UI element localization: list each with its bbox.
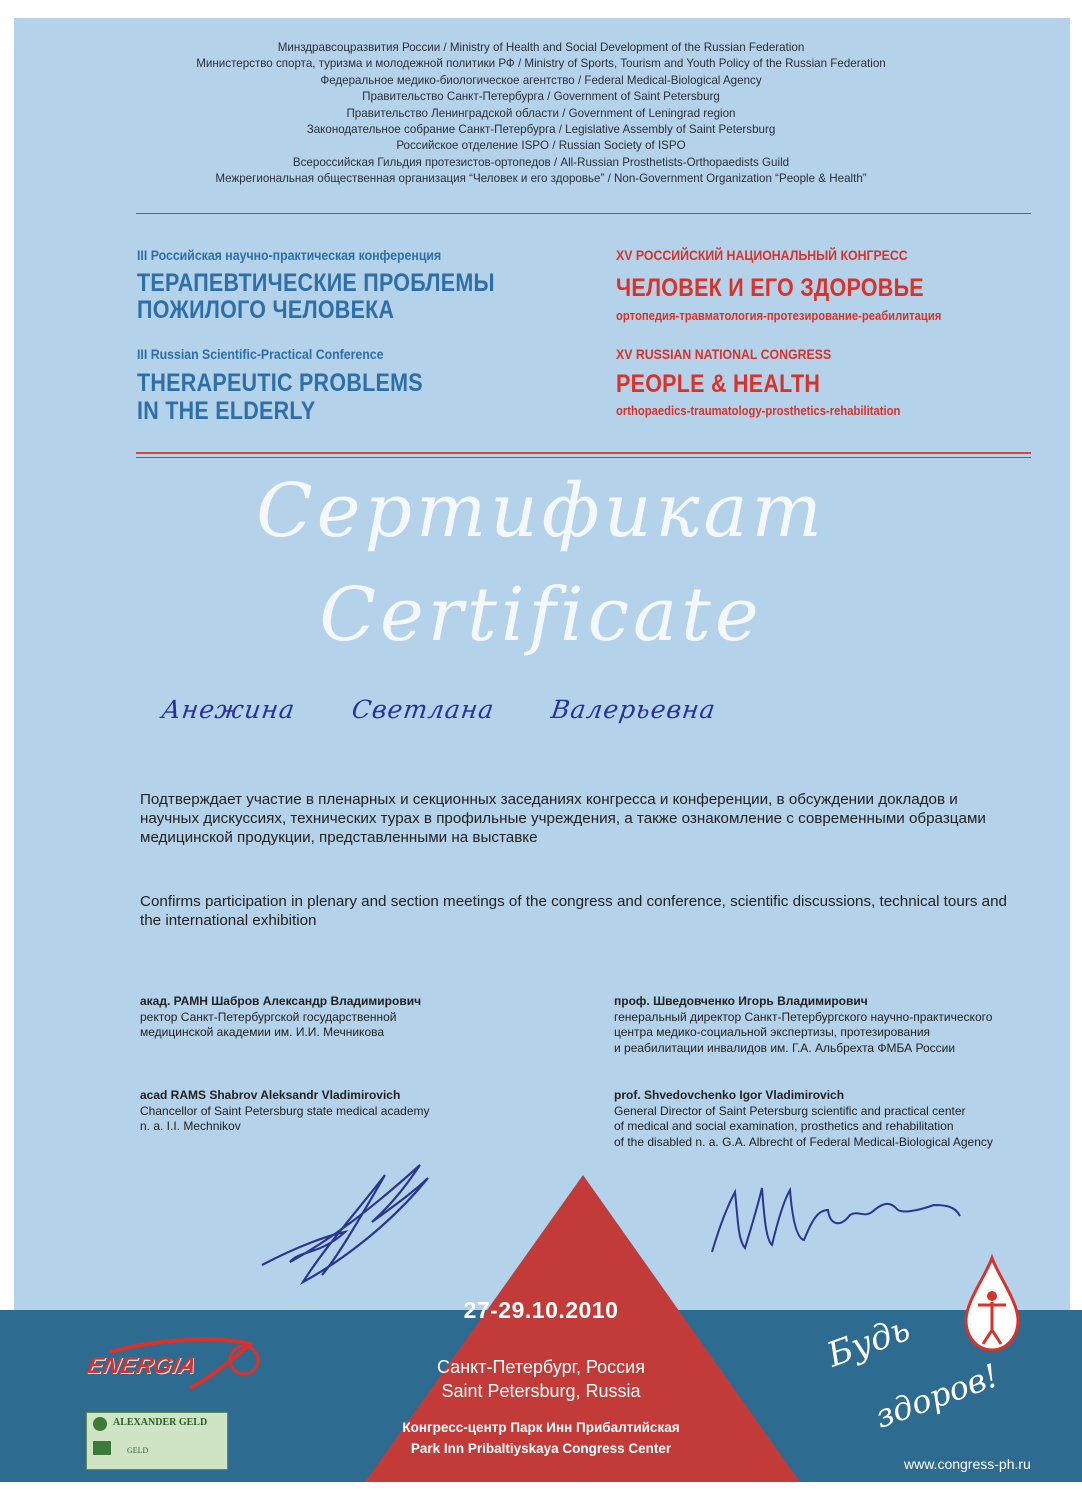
recipient-name: Анежина Светлана Валерьевна [159, 695, 718, 724]
geld-small: GELD [127, 1446, 149, 1455]
slogan-line-1: Будь [822, 1309, 916, 1376]
confirmation-en: Confirms participation in plenary and section meetings of the congress and conference, scientific discussions, technical tours and the international exhibition [140, 893, 1007, 929]
org-line: Министерство спорта, туризма и молодежной политики РФ / Ministry of Sports, Tourism and Youth Policy of the Russian Federation [196, 57, 886, 71]
signatory-name: проф. Шведовченко Игорь Владимирович [614, 994, 868, 1008]
signatory-title-line: медицинской академии им. И.И. Мечникова [140, 1025, 385, 1039]
red-triangle [365, 1175, 800, 1482]
org-line: Правительство Санкт-Петербурга / Government of Saint Petersburg [362, 90, 720, 104]
signatory-title-line: центра медико-социальной экспертизы, протезирования [614, 1025, 931, 1039]
conference-left-en-subtitle: III Russian Scientific-Practical Conference [137, 346, 384, 362]
conference-left-ru-title-2: ПОЖИЛОГО ЧЕЛОВЕКА [137, 296, 395, 324]
signatory-title-line: и реабилитации инвалидов им. Г.А. Альбрехта ФМБА России [614, 1040, 956, 1055]
geld-badge-icon [93, 1441, 111, 1455]
event-city-ru: Санкт-Петербург, Россия [436, 1357, 645, 1377]
event-venue-ru: Конгресс-центр Парк Инн Прибалтийская [402, 1420, 680, 1435]
certificate-title-en: Certificate [319, 572, 763, 658]
signatory-title-line: генеральный директор Санкт-Петербургского научно-практического [614, 1009, 993, 1024]
event-city-en: Saint Petersburg, Russia [441, 1381, 641, 1401]
conference-left-ru-subtitle: III Российская научно-практическая конференция [137, 247, 442, 263]
org-line: Российское отделение ISPO / Russian Society of ISPO [396, 139, 686, 153]
congress-ru-tagline: ортопедия-травматология-протезирование-реабилитация [616, 309, 942, 323]
signatory-title-line: Chancellor of Saint Petersburg state medical academy [140, 1103, 430, 1118]
slogan-line-2: здоров! [870, 1356, 1004, 1436]
signature-right [712, 1188, 960, 1252]
certificate-title-ru: Сертификат [256, 468, 826, 554]
signatory-name: акад. РАМН Шабров Александр Владимирович [140, 994, 422, 1008]
org-line: Минздравсоцразвития России / Ministry of Health and Social Development of the Russian Federation [277, 41, 805, 54]
org-line: Федеральное медико-биологическое агентство / Federal Medical-Biological Agency [320, 73, 762, 87]
org-line: Правительство Ленинградской области / Government of Leningrad region [346, 106, 736, 120]
signatory-title-line: ректор Санкт-Петербургской государственной [140, 1009, 397, 1024]
org-line: Всероссийская Гильдия протезистов-ортопедов / All-Russian Prosthetists-Orthopaedists Guild [292, 155, 790, 169]
energia-wordmark: ENERGIA [85, 1352, 200, 1378]
website-link[interactable]: www.congress-ph.ru [904, 1456, 1031, 1472]
geld-emblem-icon [93, 1417, 107, 1431]
conference-left-en-title-2: IN THE ELDERLY [137, 397, 316, 425]
congress-ru-subtitle: XV РОССИЙСКИЙ НАЦИОНАЛЬНЫЙ КОНГРЕСС [616, 247, 908, 263]
confirmation-ru: Подтверждает участие в пленарных и секционных заседаниях конгресса и конференции, в обсуждении докладов и научных дискуссиях, технических турах в профильные учреждения, а также ознакомление с современными образцами медицинской продукции, представленными на выставке [140, 791, 986, 846]
signatory-name: prof. Shvedovchenko Igor Vladimirovich [614, 1088, 845, 1102]
energia-logo [85, 1352, 200, 1379]
alexander-geld-logo [86, 1412, 228, 1470]
event-venue-en: Park Inn Pribaltiyskaya Congress Center [410, 1441, 672, 1456]
congress-en-subtitle: XV RUSSIAN NATIONAL CONGRESS [616, 346, 832, 362]
congress-en-tagline: orthopaedics-traumatology-prosthetics-rehabilitation [616, 404, 901, 418]
signatory-title-line: n. a. I.I. Mechnikov [140, 1119, 241, 1133]
signatory-title-line: of the disabled n. a. G.A. Albrecht of Federal Medical-Biological Agency [614, 1134, 993, 1149]
signature-left [262, 1165, 428, 1282]
org-line: Законодательное собрание Санкт-Петербурга / Legislative Assembly of Saint Petersburg [306, 123, 776, 137]
event-dates: 27-29.10.2010 [463, 1297, 619, 1323]
conference-left-ru-title-1: ТЕРАПЕВТИЧЕСКИЕ ПРОБЛЕМЫ [137, 269, 495, 297]
signatory-name: acad RAMS Shabrov Aleksandr Vladimirovich [140, 1088, 401, 1102]
org-line: Межрегиональная общественная организация “Человек и его здоровье” / Non-Government Organization “People & Health” [215, 172, 867, 186]
signatory-title-line: of medical and social examination, prosthetics and rehabilitation [614, 1119, 954, 1133]
conference-left-en-title-1: THERAPEUTIC PROBLEMS [137, 369, 423, 397]
signatory-title-line: General Director of Saint Petersburg scientific and practical center [614, 1103, 966, 1118]
congress-ru-title: ЧЕЛОВЕК И ЕГО ЗДОРОВЬЕ [616, 274, 924, 302]
congress-en-title: PEOPLE & HEALTH [616, 370, 821, 398]
geld-name: ALEXANDER GELD [113, 1417, 208, 1428]
